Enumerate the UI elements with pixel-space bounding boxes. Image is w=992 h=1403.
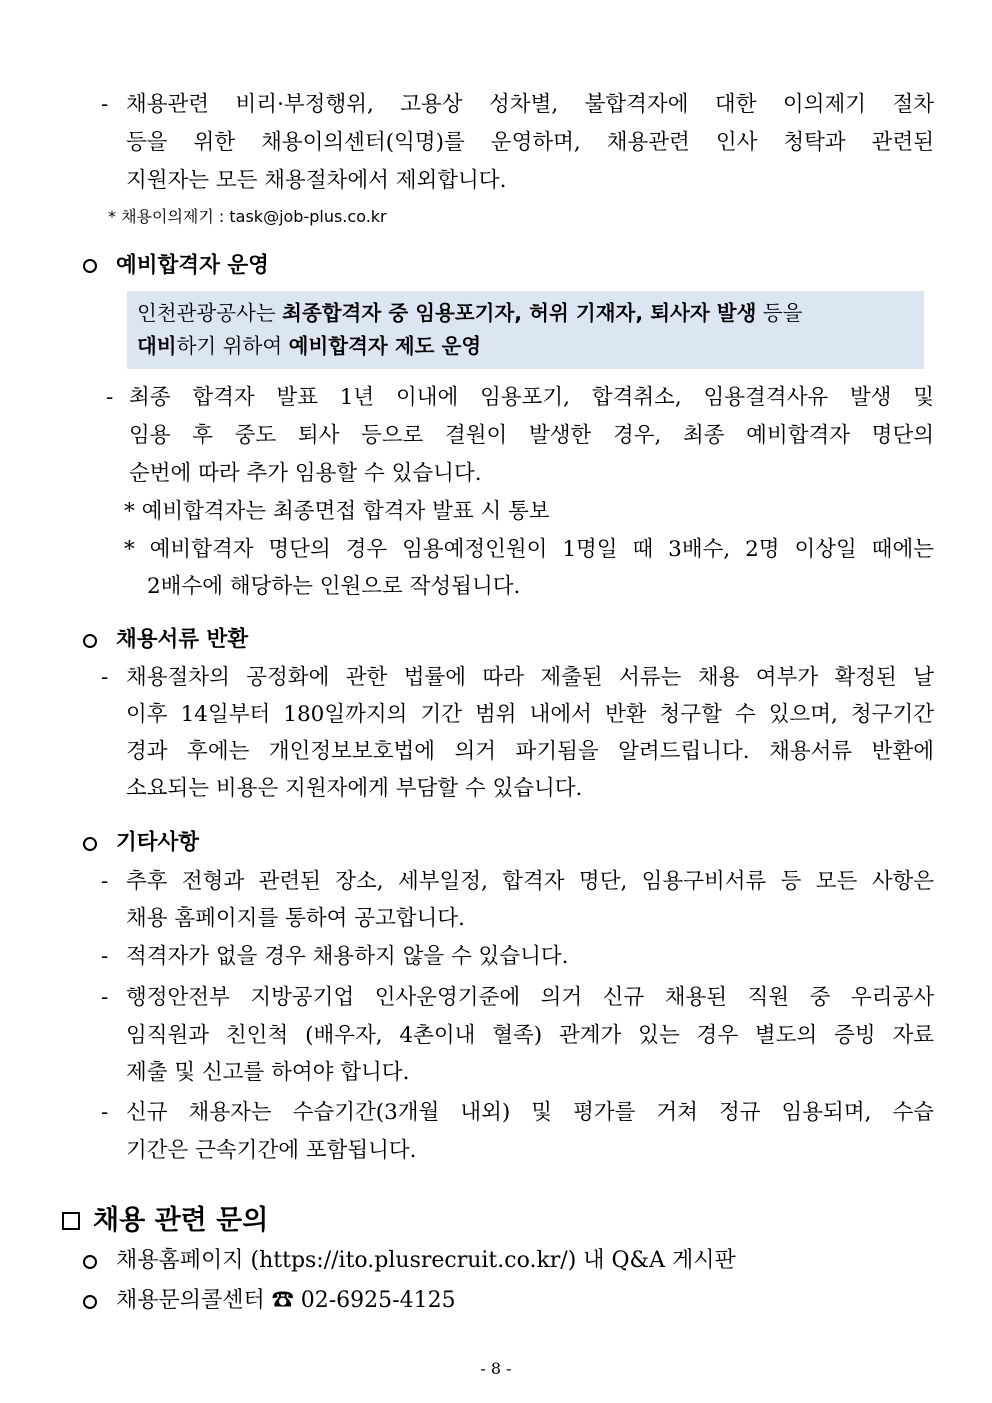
fairness-line-1: 채용관련 비리·부정행위, 고용상 성차별, 불합격자에 대한 이의제기 절차 bbox=[126, 92, 934, 117]
bullet-dash: - bbox=[101, 944, 109, 969]
circle-bullet-icon bbox=[83, 634, 97, 648]
return-line-4: 소요되는 비용은 지원자에게 부담할 수 있습니다. bbox=[126, 776, 583, 801]
box-line-2 bbox=[137, 331, 481, 361]
box-text: 등을 bbox=[756, 301, 803, 325]
circle-bullet-icon bbox=[83, 259, 97, 273]
etc-heading: 기타사항 bbox=[116, 830, 200, 855]
etc-item-1-line-1: 추후 전형과 관련된 장소, 세부일정, 합격자 명단, 임용구비서류 등 모든 사항은 bbox=[126, 869, 934, 894]
return-line-1: 채용절차의 공정화에 관한 법률에 따라 제출된 서류는 채용 여부가 확정된 날 bbox=[126, 665, 934, 690]
box-text: 하기 위하여 bbox=[176, 334, 289, 358]
etc-item-1-line-2: 채용 홈페이지를 통하여 공고합니다. bbox=[126, 906, 465, 931]
page-number: - 8 - bbox=[480, 1359, 512, 1378]
etc-item-3-line-1: 행정안전부 지방공기업 인사운영기준에 의거 신규 채용된 직원 중 우리공사 bbox=[126, 985, 934, 1010]
bullet-dash: - bbox=[106, 385, 114, 410]
etc-item-3-line-3: 제출 및 신고를 하여야 합니다. bbox=[126, 1060, 410, 1085]
bullet-dash: - bbox=[101, 985, 109, 1010]
reserve-note-1: * 예비합격자는 최종면접 합격자 발표 시 통보 bbox=[124, 499, 550, 524]
return-line-3: 경과 후에는 개인정보보호법에 의거 파기됨을 알려드립니다. 채용서류 반환에 bbox=[126, 739, 934, 764]
square-bullet-icon bbox=[62, 1212, 80, 1230]
fairness-line-3: 지원자는 모든 채용절차에서 제외합니다. bbox=[126, 168, 507, 193]
reserve-heading: 예비합격자 운영 bbox=[116, 253, 269, 278]
etc-item-2-line-1: 적격자가 없을 경우 채용하지 않을 수 있습니다. bbox=[126, 944, 569, 969]
reserve-line-3: 순번에 따라 추가 임용할 수 있습니다. bbox=[129, 461, 482, 486]
box-emphasis: 대비 bbox=[137, 334, 177, 358]
reserve-note-3: 2배수에 해당하는 인원으로 작성됩니다. bbox=[147, 574, 521, 599]
bullet-dash: - bbox=[101, 665, 109, 690]
etc-item-4-line-1: 신규 채용자는 수습기간(3개월 내외) 및 평가를 거쳐 정규 임용되며, 수습 bbox=[126, 1100, 934, 1125]
circle-bullet-icon bbox=[83, 1255, 97, 1269]
box-emphasis: 예비합격자 제도 운영 bbox=[288, 334, 482, 358]
circle-bullet-icon bbox=[83, 837, 97, 851]
reserve-line-1: 최종 합격자 발표 1년 이내에 임용포기, 합격취소, 임용결격사유 발생 및 bbox=[129, 385, 934, 410]
box-emphasis: 최종합격자 중 임용포기자, 허위 기재자, 퇴사자 발생 bbox=[282, 301, 757, 325]
box-text: 인천관광공사는 bbox=[137, 301, 283, 325]
circle-bullet-icon bbox=[83, 1295, 97, 1309]
reserve-note-2: * 예비합격자 명단의 경우 임용예정인원이 1명일 때 3배수, 2명 이상일 때에는 bbox=[124, 537, 934, 562]
reserve-highlight-box bbox=[127, 291, 924, 369]
bullet-dash: - bbox=[101, 869, 109, 894]
bullet-dash: - bbox=[101, 92, 109, 117]
inquiry-homepage: 채용홈페이지 (https://ito.plusrecruit.co.kr/) 내 Q&A 게시판 bbox=[116, 1248, 736, 1273]
inquiry-heading: 채용 관련 문의 bbox=[93, 1205, 269, 1236]
inquiry-callcenter: 채용문의콜센터 ☎ 02-6925-4125 bbox=[116, 1288, 456, 1313]
return-line-2: 이후 14일부터 180일까지의 기간 범위 내에서 반환 청구할 수 있으며, 청구기간 bbox=[126, 702, 934, 727]
etc-item-3-line-2: 임직원과 친인척 (배우자, 4촌이내 혈족) 관계가 있는 경우 별도의 증빙 자료 bbox=[126, 1023, 934, 1048]
bullet-dash: - bbox=[101, 1100, 109, 1125]
reserve-line-2: 임용 후 중도 퇴사 등으로 결원이 발생한 경우, 최종 예비합격자 명단의 bbox=[129, 423, 934, 448]
etc-item-4-line-2: 기간은 근속기간에 포함됩니다. bbox=[126, 1138, 417, 1163]
box-line-1 bbox=[137, 298, 803, 328]
return-heading: 채용서류 반환 bbox=[116, 627, 249, 652]
fairness-line-2: 등을 위한 채용이의센터(익명)를 운영하며, 채용관련 인사 청탁과 관련된 bbox=[126, 130, 934, 155]
fairness-note: * 채용이의제기 : task@job-plus.co.kr bbox=[108, 207, 387, 226]
